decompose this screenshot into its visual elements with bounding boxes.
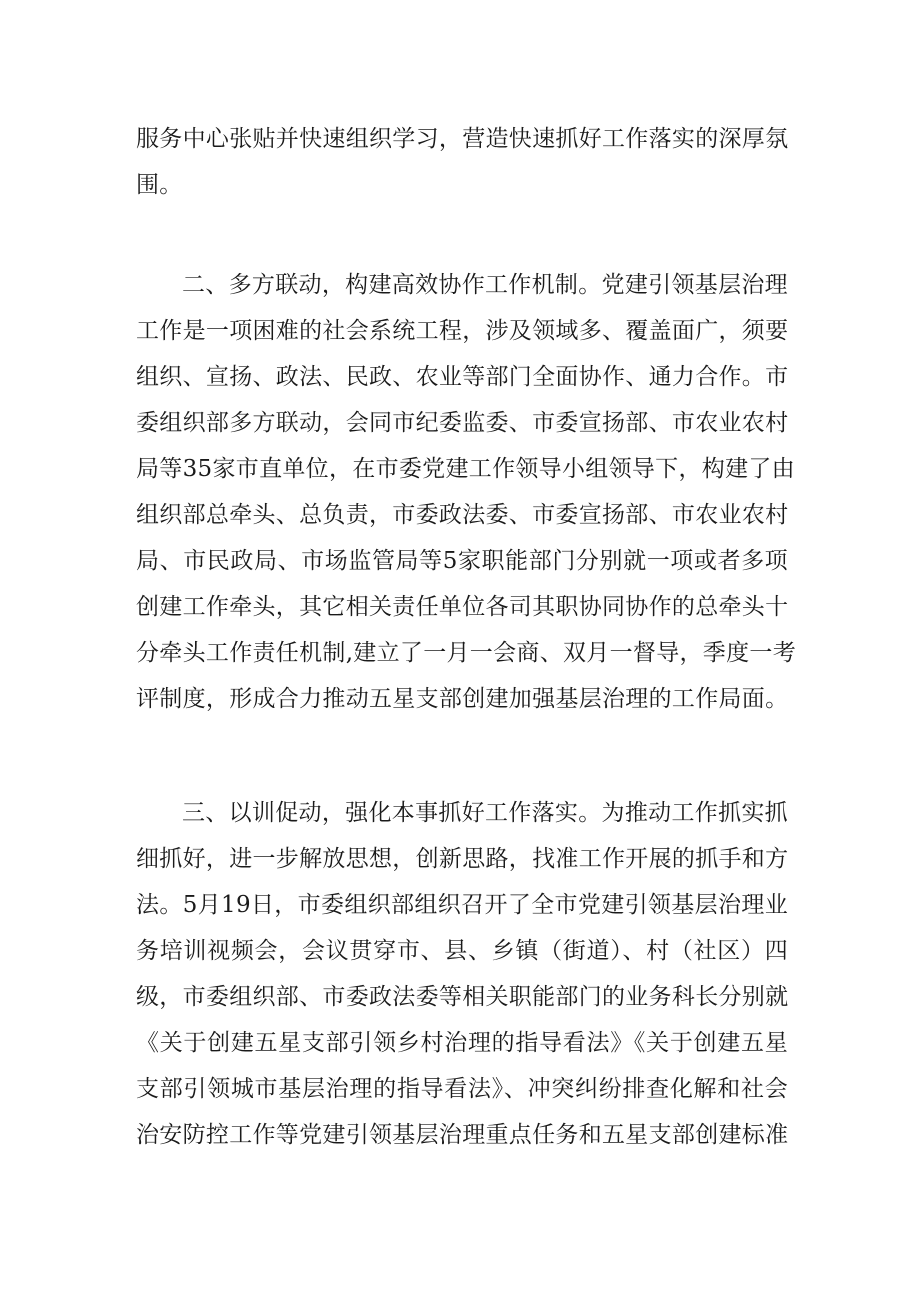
paragraph-2-line: 创建工作牵头，其它相关责任单位各司其职协同协作的总牵头十 [136, 594, 789, 620]
paragraph-2-line: 工作是一项困难的社会系统工程，涉及领域多、覆盖面广，须要 [136, 318, 789, 344]
paragraph-3 [136, 790, 788, 1158]
paragraph-2 [136, 262, 797, 722]
paragraph-3-line: 级，市委组织部、市委政法委等相关职能部门的业务科长分别就 [136, 984, 789, 1010]
paragraph-1 [136, 116, 788, 208]
paragraph-3-line: 三、以训促动，强化本事抓好工作落实。为推动工作抓实抓 [182, 800, 788, 826]
paragraph-2-line: 评制度，形成合力推动五星支部创建加强基层治理的工作局面。 [136, 686, 789, 712]
paragraph-3-line: 治安防控工作等党建引领基层治理重点任务和五星支部创建标准 [136, 1122, 789, 1148]
paragraph-2-line: 局、市民政局、市场监管局等5家职能部门分别就一项或者多项 [136, 548, 788, 574]
paragraph-3-line: 法。5月19日，市委组织部组织召开了全市党建引领基层治理业 [136, 892, 788, 918]
paragraph-2-line: 委组织部多方联动，会同市纪委监委、市委宣扬部、市农业农村 [136, 410, 789, 436]
paragraph-3-line: 细抓好，进一步解放思想，创新思路，找准工作开展的抓手和方 [136, 846, 789, 872]
paragraph-2-line: 局等35家市直单位，在市委党建工作领导小组领导下，构建了由 [136, 456, 795, 482]
paragraph-2-line: 组织部总牵头、总负责，市委政法委、市委宣扬部、市农业农村 [136, 502, 789, 528]
paragraph-3-line: 支部引领城市基层治理的指导看法》、冲突纠纷排查化解和社会 [136, 1076, 788, 1102]
paragraph-2-line: 分牵头工作责任机制,建立了一月一会商、双月一督导，季度一考 [136, 640, 797, 666]
paragraph-3-line: 《关于创建五星支部引领乡村治理的指导看法》《关于创建五星 [136, 1030, 788, 1056]
paragraph-2-line: 组织、宣扬、政法、民政、农业等部门全面协作、通力合作。市 [136, 364, 789, 390]
paragraph-1-line: 服务中心张贴并快速组织学习，营造快速抓好工作落实的深厚氛 [136, 126, 789, 152]
paragraph-3-line: 务培训视频会，会议贯穿市、县、乡镇（街道）、村（社区）四 [136, 938, 788, 964]
paragraph-2-line: 二、多方联动，构建高效协作工作机制。党建引领基层治理 [182, 272, 788, 298]
paragraph-1-line: 围。 [136, 172, 183, 198]
